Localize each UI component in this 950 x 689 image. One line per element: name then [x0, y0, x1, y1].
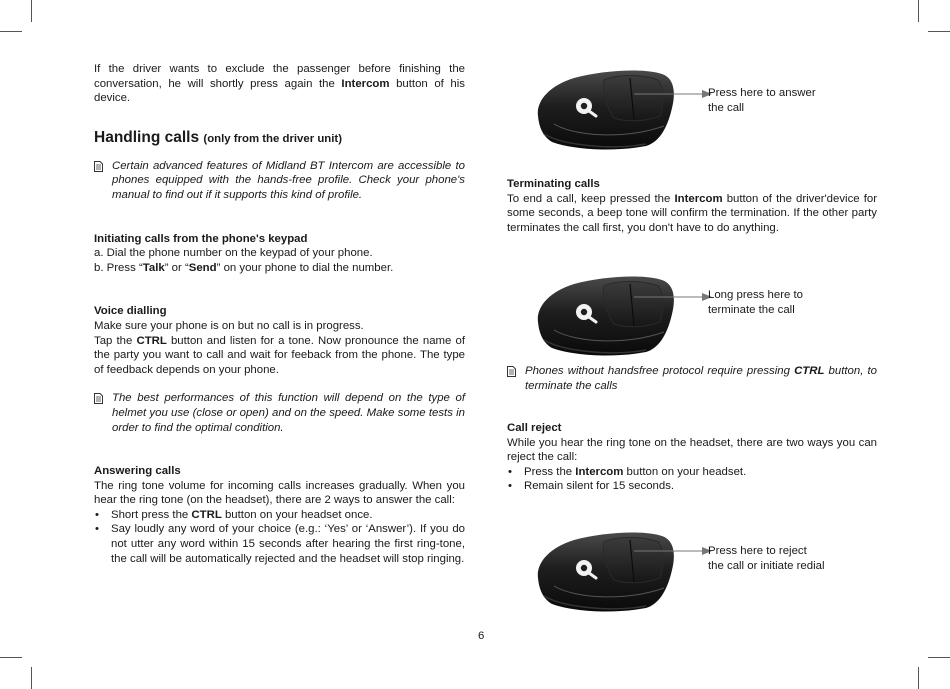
terminating-section: [507, 177, 877, 235]
callout-answer: Press here to answer the call: [708, 87, 816, 114]
device-answer-figure: [534, 64, 844, 154]
note-page-icon: [507, 366, 516, 377]
call-reject-bullets: [507, 465, 877, 494]
handling-calls-title: Handling calls (only from the driver unit): [94, 128, 342, 146]
callout-arrow-icon: [634, 292, 714, 302]
crop-mark: [31, 0, 32, 22]
note-page-icon: [94, 393, 103, 404]
crop-mark: [0, 31, 22, 32]
list-item: • Press the Intercom button on your headset.: [508, 465, 747, 478]
callout-arrow-icon: [634, 546, 714, 556]
headset-device-icon: [534, 526, 679, 616]
terminating-heading: Terminating calls: [507, 178, 600, 190]
initiating-step-a: a. Dial the phone number on the keypad of your phone.: [94, 247, 373, 260]
terminating-body: To end a call, keep pressed the Intercom button of the driver'device for some seconds, a beep tone will confirm the termination. If the other party terminates the call first, you don't have to do anything.: [507, 192, 878, 234]
headset-device-icon: [534, 64, 679, 154]
call-reject-body: While you hear the ring tone on the headset, there are two ways you can reject the call:: [507, 436, 877, 464]
initiating-calls-section: [94, 232, 465, 276]
note-hands-free: Certain advanced features of Midland BT Intercom are accessible to phones equipped with the hands-free profile. Check your phone's manual to find out if it supports this kind of profile.: [94, 159, 465, 203]
headset-device-icon: [534, 270, 679, 360]
answering-body: The ring tone volume for incoming calls increases gradually. When you hear the ring tone (on the headset), there are 2 ways to answer the call:: [94, 479, 465, 507]
answering-calls-section: [94, 464, 465, 566]
left-column: [94, 62, 465, 566]
crop-mark: [0, 657, 22, 658]
callout-terminate: Long press here to terminate the call: [708, 289, 803, 316]
voice-dialling-section: [94, 304, 465, 377]
crop-mark: [918, 667, 919, 689]
callout-arrow-icon: [634, 89, 714, 99]
answering-calls-heading: Answering calls: [94, 465, 181, 478]
crop-mark: [918, 0, 919, 22]
device-reject-figure: [534, 524, 844, 616]
initiating-step-b: b. Press “Talk” or “Send” on your phone to dial the number.: [94, 261, 394, 274]
list-item: • Remain silent for 15 seconds.: [508, 480, 675, 493]
initiating-calls-heading: Initiating calls from the phone's keypad: [94, 232, 308, 245]
call-reject-section: [507, 421, 877, 494]
list-item: • Say loudly any word of your choice (e.g.: ‘Yes’ or ‘Answer’). If you do not utter any word within 15 seconds after hearing the first ring-tone, the call will be automatically rejected and the headset will stop ringing.: [95, 523, 465, 565]
callout-reject: Press here to reject the call or initiate redial: [708, 545, 825, 572]
voice-line-1: Make sure your phone is on but no call is in progress.: [94, 319, 364, 332]
intro-paragraph: If the driver wants to exclude the passenger before finishing the conversation, he will shortly press again the Intercom button of his device.: [94, 63, 465, 105]
voice-line-2: Tap the CTRL button and listen for a tone. Now pronounce the name of the party you want to call and wait for feeback from the phone. The type of feedback depends on your phone.: [94, 334, 465, 376]
answering-bullets: [94, 508, 465, 566]
crop-mark: [928, 31, 950, 32]
voice-dialling-heading: Voice dialling: [94, 305, 167, 318]
crop-mark: [928, 657, 950, 658]
page-number: 6: [478, 630, 485, 642]
note-best-performances: The best performances of this function will depend on the type of helmet you use (close or open) and on the speed. Make some tests in order to find the optimal condition.: [94, 391, 465, 435]
note-page-icon: [94, 161, 103, 172]
crop-mark: [31, 667, 32, 689]
device-terminate-figure: [534, 270, 844, 360]
list-item: • Short press the CTRL button on your headset once.: [95, 508, 373, 521]
call-reject-heading: Call reject: [507, 422, 562, 434]
note-handsfree-protocol: Phones without handsfree protocol require pressing CTRL button, to terminate the calls: [507, 364, 877, 393]
